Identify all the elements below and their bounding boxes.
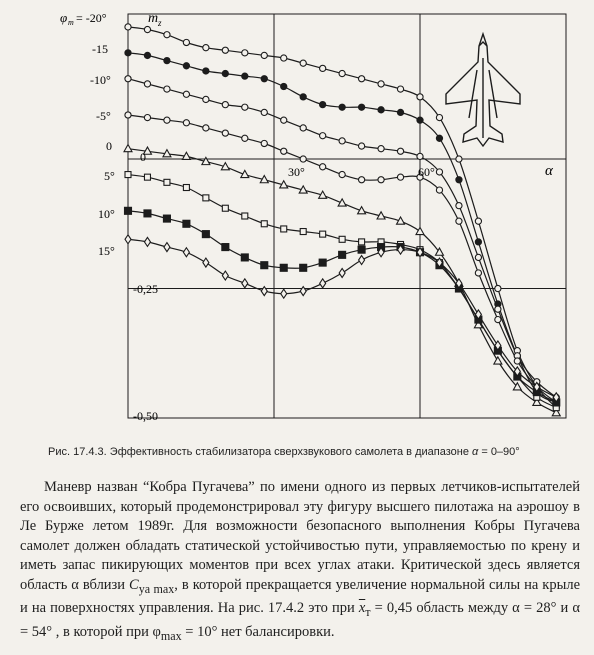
series-line-4	[128, 149, 556, 413]
data-point-4-0	[124, 144, 132, 151]
data-point-3-7	[261, 140, 267, 146]
data-point-4-19	[494, 357, 502, 364]
data-point-3-1	[144, 114, 150, 120]
data-point-5-1	[144, 174, 150, 180]
data-point-3-13	[378, 177, 384, 183]
data-point-2-9	[300, 125, 306, 131]
data-point-3-2	[164, 117, 170, 123]
data-point-0-10	[320, 65, 326, 71]
data-point-1-10	[320, 102, 326, 108]
y-tick-minus-025: -0,25	[133, 282, 158, 296]
data-point-3-16	[436, 187, 442, 193]
data-point-1-2	[164, 58, 170, 64]
data-point-6-11	[339, 251, 346, 258]
cya-subscript: ya max	[138, 581, 175, 596]
data-point-7-7	[261, 287, 267, 296]
data-point-7-9	[300, 287, 306, 296]
series-label-5: 5°	[104, 169, 115, 183]
series-label-minus-10: -10°	[90, 73, 111, 87]
data-point-5-11	[339, 236, 345, 242]
data-point-3-18	[475, 270, 481, 276]
data-point-6-6	[241, 254, 248, 261]
data-point-0-4	[203, 45, 209, 51]
data-point-5-9	[300, 229, 306, 235]
data-point-7-11	[339, 268, 345, 277]
body-text-part-1: Маневр назван “Кобра Пугачева” по имени одного из первых летчиков-испытателей его освоивших, который продемонстрировал эту фигуру высшего пилотажа на аэрошоу в Ле Бурже летом 1989г. Для возможности безопасного выполнения Кобры Пугачева самолет должен обладать статической устойчивостью пути, управляемостью по крену и иметь запас пикирующих моментов при всех углах атаки. Критической здесь является область α вблизи	[20, 479, 580, 593]
data-point-5-10	[320, 231, 326, 237]
data-point-1-8	[281, 83, 287, 89]
series-label-minus-15: -15	[92, 42, 108, 56]
data-point-3-10	[320, 164, 326, 170]
data-point-3-14	[397, 174, 403, 180]
y-axis-title-sub: z	[158, 18, 162, 28]
data-point-6-10	[319, 259, 326, 266]
data-point-7-10	[320, 279, 326, 288]
series-label-minus-20: = -20°	[76, 11, 107, 25]
data-point-7-6	[242, 279, 248, 288]
data-point-1-18	[475, 239, 481, 245]
data-point-6-0	[125, 207, 132, 214]
series-label-0: 0	[106, 139, 112, 153]
data-point-0-5	[222, 47, 228, 53]
data-point-5-12	[359, 239, 365, 245]
data-point-1-3	[183, 63, 189, 69]
figure-caption	[48, 446, 588, 458]
cya-symbol: C	[129, 576, 139, 593]
data-point-1-16	[436, 135, 442, 141]
data-point-3-20	[514, 358, 520, 364]
data-point-5-3	[183, 185, 189, 191]
data-point-0-14	[397, 86, 403, 92]
data-point-2-15	[417, 153, 423, 159]
data-point-1-1	[144, 52, 150, 58]
data-point-7-8	[281, 289, 287, 298]
data-point-0-2	[164, 32, 170, 38]
data-point-2-14	[397, 148, 403, 154]
series-line-7	[128, 239, 556, 397]
data-point-3-5	[222, 130, 228, 136]
x-tick-60: 60°	[418, 165, 435, 179]
data-point-2-7	[261, 109, 267, 115]
data-point-2-5	[222, 102, 228, 108]
data-point-1-9	[300, 94, 306, 100]
caption-range-symbol: α	[472, 446, 479, 458]
series-labels	[76, 11, 115, 258]
data-point-3-11	[339, 171, 345, 177]
data-point-1-13	[378, 107, 384, 113]
data-point-2-8	[281, 117, 287, 123]
data-point-0-8	[281, 55, 287, 61]
data-point-0-18	[475, 218, 481, 224]
xt-subscript: т	[365, 605, 371, 620]
data-point-6-4	[202, 231, 209, 238]
data-point-5-2	[164, 179, 170, 185]
series-label-minus-5: -5°	[96, 109, 111, 123]
data-point-7-2	[164, 243, 170, 252]
data-point-0-0	[125, 24, 131, 30]
phi-symbol-sub: m	[68, 18, 74, 27]
data-point-2-4	[203, 96, 209, 102]
data-point-3-6	[242, 135, 248, 141]
data-point-2-3	[183, 91, 189, 97]
data-point-2-16	[436, 169, 442, 175]
data-point-0-7	[261, 52, 267, 58]
data-point-3-19	[495, 316, 501, 322]
data-point-1-12	[359, 104, 365, 110]
data-point-7-12	[359, 256, 365, 265]
data-point-3-12	[359, 177, 365, 183]
x-tick-30: 30°	[288, 165, 305, 179]
data-point-6-5	[222, 244, 229, 251]
phi-symbol-text: φ	[60, 10, 68, 25]
body-text-part-2: , в которой прекращается увеличение нормальной силы на крыле и на поверхностях управления. На рис. 17.4.2 это при	[20, 576, 581, 617]
x-axis-symbol: α	[545, 163, 553, 179]
data-point-3-4	[203, 125, 209, 131]
data-point-1-15	[417, 117, 423, 123]
data-point-5-4	[203, 195, 209, 201]
data-point-2-17	[456, 203, 462, 209]
data-point-5-8	[281, 226, 287, 232]
data-point-2-13	[378, 146, 384, 152]
body-paragraph	[20, 478, 580, 646]
data-point-3-8	[281, 148, 287, 154]
data-point-5-0	[125, 172, 131, 178]
data-point-0-1	[144, 26, 150, 32]
data-point-1-0	[125, 50, 131, 56]
series-label-10: 10°	[98, 207, 115, 221]
data-point-5-5	[222, 205, 228, 211]
data-point-7-1	[144, 237, 150, 246]
data-point-0-3	[183, 39, 189, 45]
data-point-6-8	[280, 264, 287, 271]
y-tick-minus-050: -0,50	[133, 409, 158, 423]
data-point-5-6	[242, 213, 248, 219]
data-point-0-11	[339, 70, 345, 76]
phi-symbol	[60, 10, 74, 27]
data-point-2-0	[125, 76, 131, 82]
data-point-2-11	[339, 138, 345, 144]
data-point-1-6	[242, 73, 248, 79]
data-point-0-13	[378, 81, 384, 87]
data-point-0-15	[417, 94, 423, 100]
data-point-7-4	[203, 258, 209, 267]
data-point-3-17	[456, 218, 462, 224]
data-point-0-19	[495, 285, 501, 291]
data-point-6-3	[183, 220, 190, 227]
data-point-2-2	[164, 86, 170, 92]
data-point-2-10	[320, 133, 326, 139]
xt-symbol: $\overline{x}$	[358, 600, 366, 617]
data-point-2-19	[495, 306, 501, 312]
data-point-1-11	[339, 104, 345, 110]
data-point-6-1	[144, 210, 151, 217]
data-point-5-7	[261, 221, 267, 227]
body-text-part-4: = 10° нет балансировки.	[181, 623, 335, 640]
data-point-2-6	[242, 104, 248, 110]
data-point-6-2	[163, 215, 170, 222]
data-point-7-5	[222, 271, 228, 280]
data-point-6-12	[358, 246, 365, 253]
data-point-0-6	[242, 50, 248, 56]
series-label-15: 15°	[98, 244, 115, 258]
series-line-5	[128, 175, 556, 408]
data-point-0-17	[456, 156, 462, 162]
data-point-2-18	[475, 254, 481, 260]
data-point-2-1	[144, 81, 150, 87]
data-point-0-12	[359, 76, 365, 82]
data-point-7-3	[183, 248, 189, 257]
data-point-2-12	[359, 143, 365, 149]
data-point-1-5	[222, 70, 228, 76]
data-point-1-7	[261, 76, 267, 82]
data-point-1-4	[203, 68, 209, 74]
aircraft-icon	[446, 34, 520, 146]
zero-tick-label: 0	[140, 150, 146, 164]
data-point-7-0	[125, 235, 131, 244]
data-point-0-9	[300, 60, 306, 66]
caption-range-value: = 0–90°	[478, 446, 520, 458]
data-point-1-17	[456, 177, 462, 183]
data-point-4-15	[416, 227, 424, 234]
data-point-3-9	[300, 156, 306, 162]
y-axis-title-text: m	[148, 11, 159, 26]
data-point-3-0	[125, 112, 131, 118]
data-point-0-16	[436, 114, 442, 120]
data-point-6-9	[300, 264, 307, 271]
data-point-3-3	[183, 120, 189, 126]
phi-max-subscript: max	[160, 628, 182, 643]
data-point-1-14	[397, 109, 403, 115]
data-point-6-7	[261, 262, 268, 269]
caption-prefix: Рис. 17.4.3. Эффективность стабилизатора сверхзвукового самолета в диапазоне	[48, 446, 472, 458]
body-text-part-3: = 0,45 область между α = 28° и α = 54° , в которой при φ	[20, 600, 580, 640]
